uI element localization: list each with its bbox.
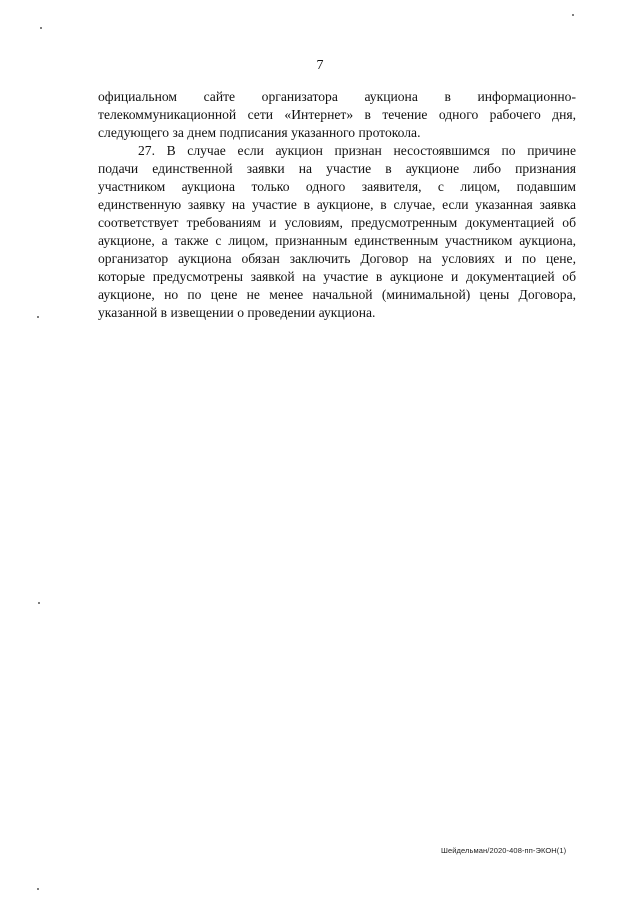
scan-speck xyxy=(40,27,42,29)
text-line: участником аукциона только одного заявителя, с лицом, подавшим xyxy=(98,179,576,194)
text-line: аукционе, а также с лицом, признанным единственным участником аукциона, xyxy=(98,233,576,248)
text-line: указанной в извещении о проведении аукциона. xyxy=(98,305,376,320)
clause-27 xyxy=(98,142,576,322)
text-line: подачи единственной заявки на участие в аукционе либо признания xyxy=(98,161,576,176)
page-number: 7 xyxy=(316,58,324,73)
scan-speck xyxy=(38,602,40,604)
text-line: 27. В случае если аукцион признан несостоявшимся по причине xyxy=(138,143,576,158)
scan-speck xyxy=(572,14,574,16)
text-line: которые предусмотрены заявкой на участие в аукционе и документацией об xyxy=(98,269,576,284)
document-reference-code: Шейдельман/2020-408-пп-ЭКОН(1) xyxy=(441,846,567,855)
text-line: соответствует требованиям и условиям, предусмотренным документацией об xyxy=(98,215,576,230)
scan-speck xyxy=(37,888,39,890)
text-line: следующего за днем подписания указанного протокола. xyxy=(98,125,421,140)
text-line: аукционе, но по цене не менее начальной (минимальной) цены Договора, xyxy=(98,287,576,302)
text-line: организатор аукциона обязан заключить Договор на условиях и по цене, xyxy=(98,251,576,266)
scan-speck xyxy=(37,316,39,318)
text-line: телекоммуникационной сети «Интернет» в течение одного рабочего дня, xyxy=(98,107,576,122)
text-line: официальном сайте организатора аукциона в информационно- xyxy=(98,89,576,104)
text-line: единственную заявку на участие в аукционе, в случае, если указанная заявка xyxy=(98,197,576,212)
paragraph-continuation xyxy=(98,88,576,142)
